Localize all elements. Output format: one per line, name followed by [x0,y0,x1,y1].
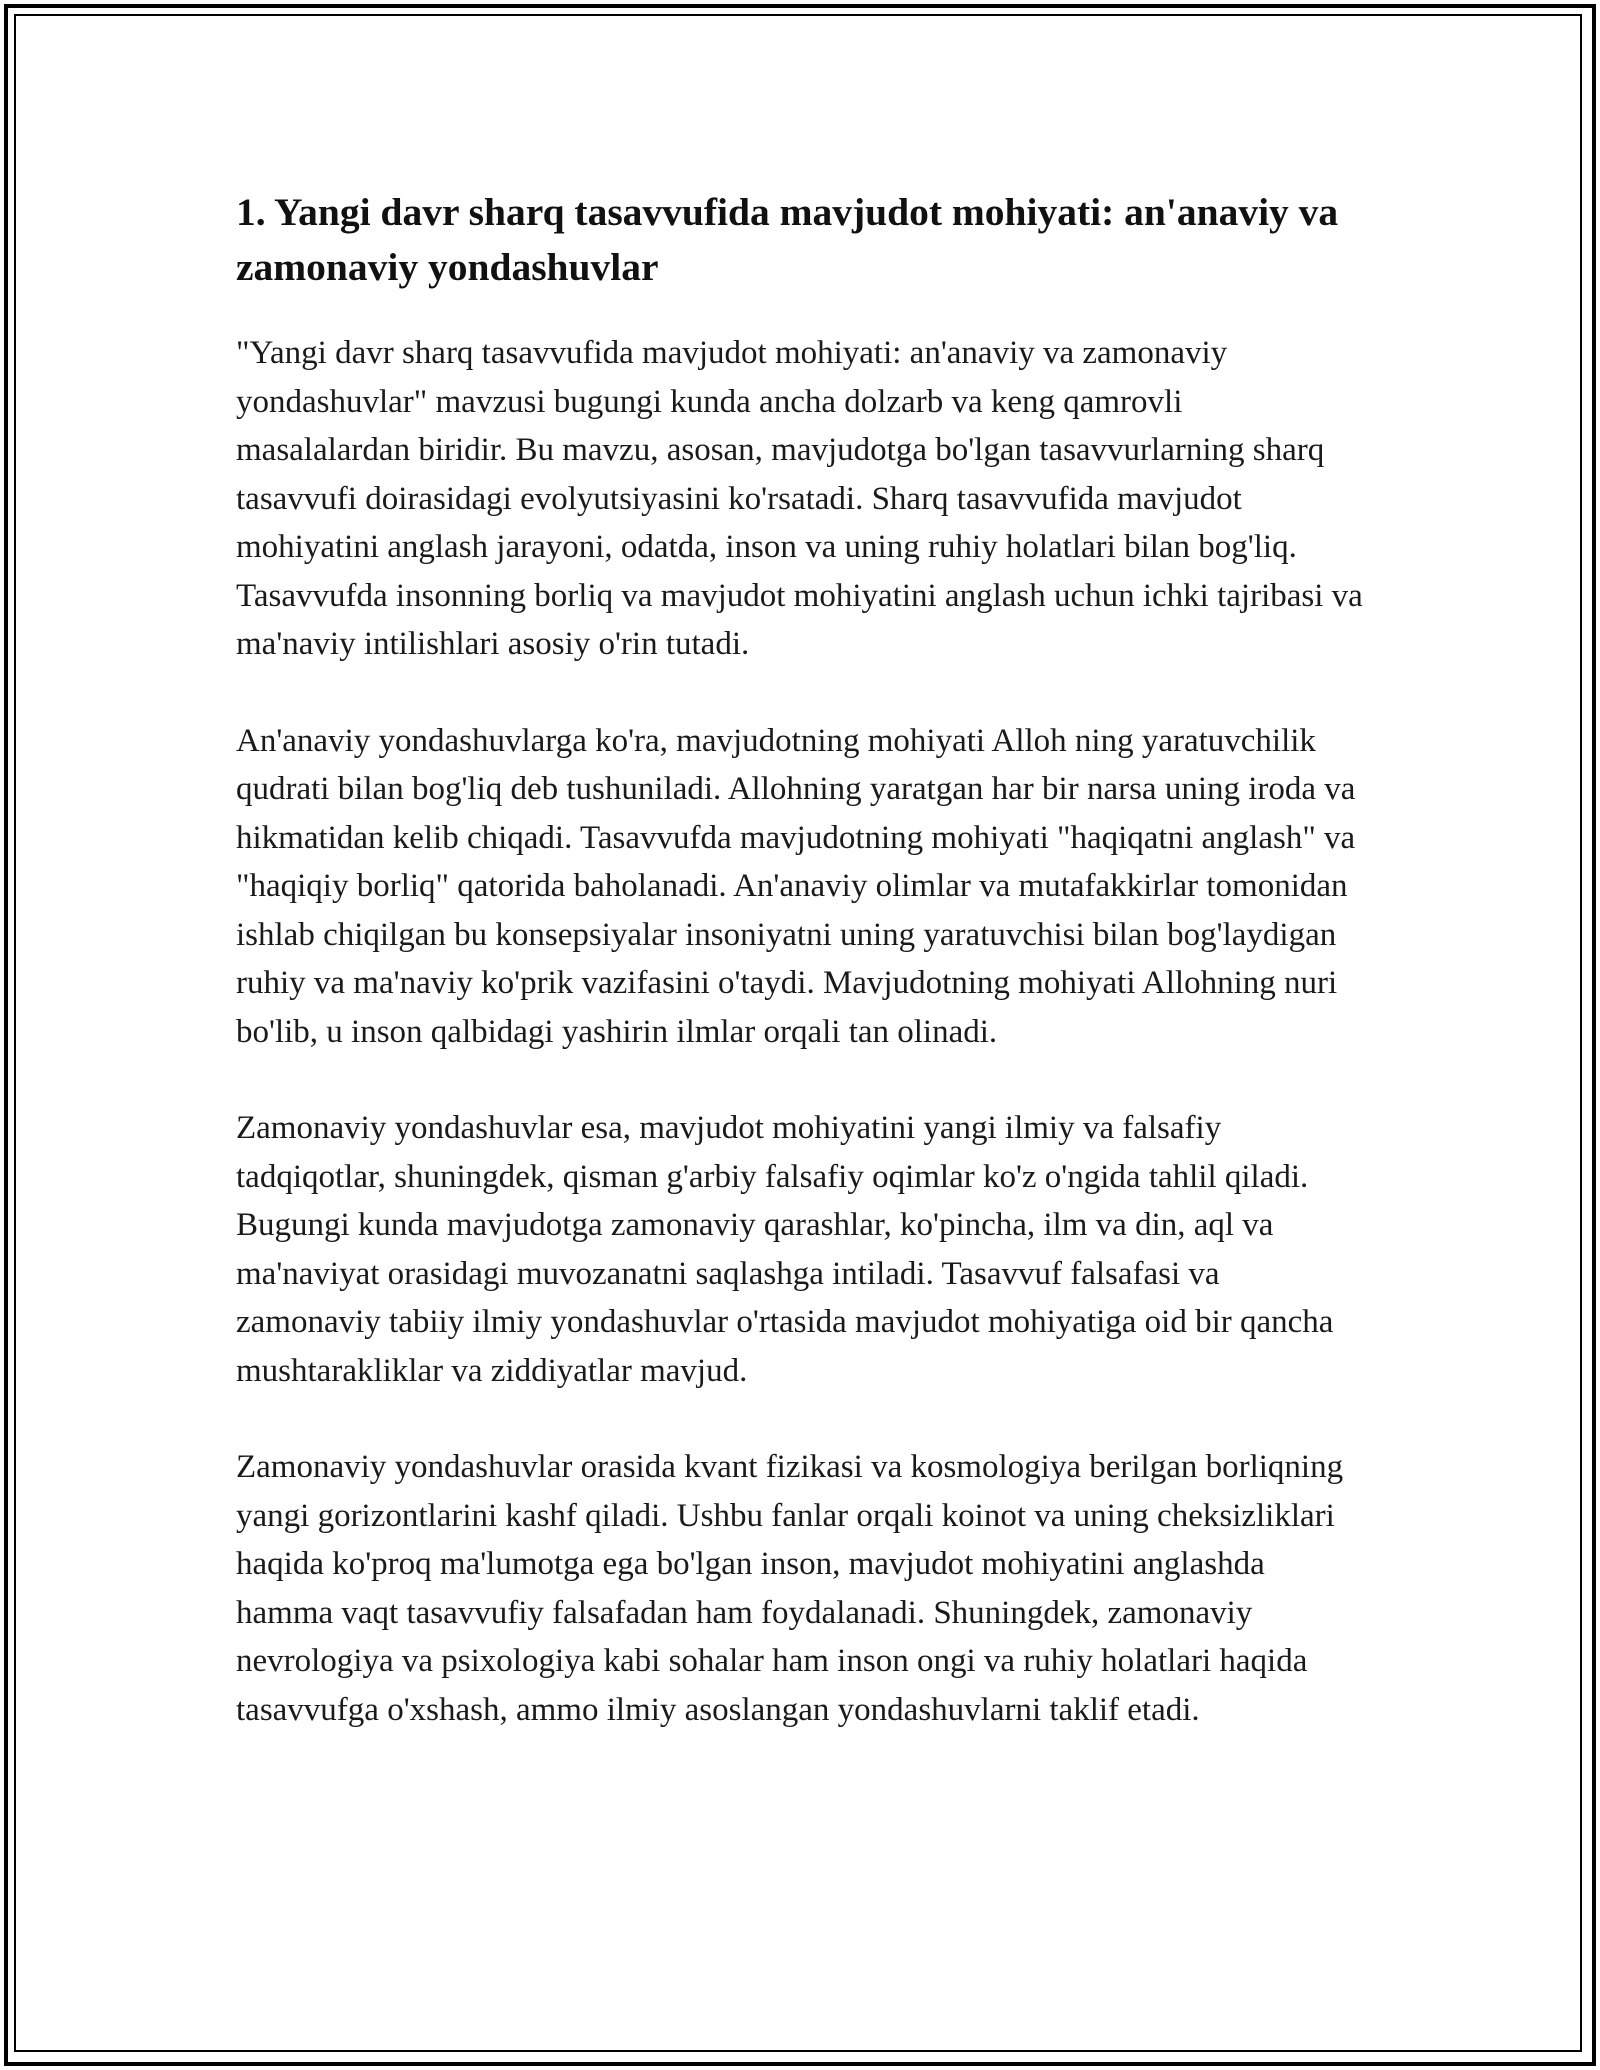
section-heading: 1. Yangi davr sharq tasavvufida mavjudot mohiyati: an'anaviy va zamonaviy yondashuvlar [236,190,1339,289]
paragraph-science: Zamonaviy yondashuvlar orasida kvant fizikasi va kosmologiya berilgan borliqning yangi gorizontlarini kashf qiladi. Ushbu fanlar orqali koinot va uning cheksizliklari haqida ko'proq ma'lumotga ega bo'lgan inson, mavjudot mohiyatini anglashda hamma vaqt tasavvufiy falsafadan ham foydalanadi. Shuningdek, zamonaviy nevrologiya va psixologiya kabi sohalar ham inson ongi va ruhiy holatlari haqida tasavvufga o'xshash, ammo ilmiy asoslangan yondashuvlarni taklif etadi. [236,1449,1344,1728]
paragraph-modern: Zamonaviy yondashuvlar esa, mavjudot mohiyatini yangi ilmiy va falsafiy tadqiqotlar, shuningdek, qisman g'arbiy falsafiy oqimlar ko'z o'ngida tahlil qiladi. Bugungi kunda mavjudotga zamonaviy qarashlar, ko'pincha, ilm va din, aql va ma'naviyat orasidagi muvozanatni saqlashga intiladi. Tasavvuf falsafasi va zamonaviy tabiiy ilmiy yondashuvlar o'rtasida mavjudot mohiyatiga oid bir qancha mushtarakliklar va ziddiyatlar mavjud. [236,1110,1334,1389]
paragraph-intro: "Yangi davr sharq tasavvufida mavjudot mohiyati: an'anaviy va zamonaviy yondashuvlar" mavzusi bugungi kunda ancha dolzarb va keng qamrovli masalalardan biridir. Bu mavzu, asosan, mavjudotga bo'lgan tasavvurlarning sharq tasavvufi doirasidagi evolyutsiyasini ko'rsatadi. Sharq tasavvufida mavjudot mohiyatini anglash jarayoni, odatda, inson va uning ruhiy holatlari bilan bog'liq. Tasavvufda insonning borliq va mavjudot mohiyatini anglash uchun ichki tajribasi va ma'naviy intilishlari asosiy o'rin tutadi. [236,335,1363,662]
document-body [236,185,1364,1782]
paragraph-traditional: An'anaviy yondashuvlarga ko'ra, mavjudotning mohiyati Alloh ning yaratuvchilik qudrati bilan bog'liq deb tushuniladi. Allohning yaratgan har bir narsa uning iroda va hikmatidan kelib chiqadi. Tasavvufda mavjudotning mohiyati "haqiqatni anglash" va "haqiqiy borliq" qatorida baholanadi. An'anaviy olimlar va mutafakkirlar tomonidan ishlab chiqilgan bu konsepsiyalar insoniyatni uning yaratuvchisi bilan bog'laydigan ruhiy va ma'naviy ko'prik vazifasini o'taydi. Mavjudotning mohiyati Allohning nuri bo'lib, u inson qalbidagi yashirin ilmlar orqali tan olinadi. [236,722,1356,1050]
